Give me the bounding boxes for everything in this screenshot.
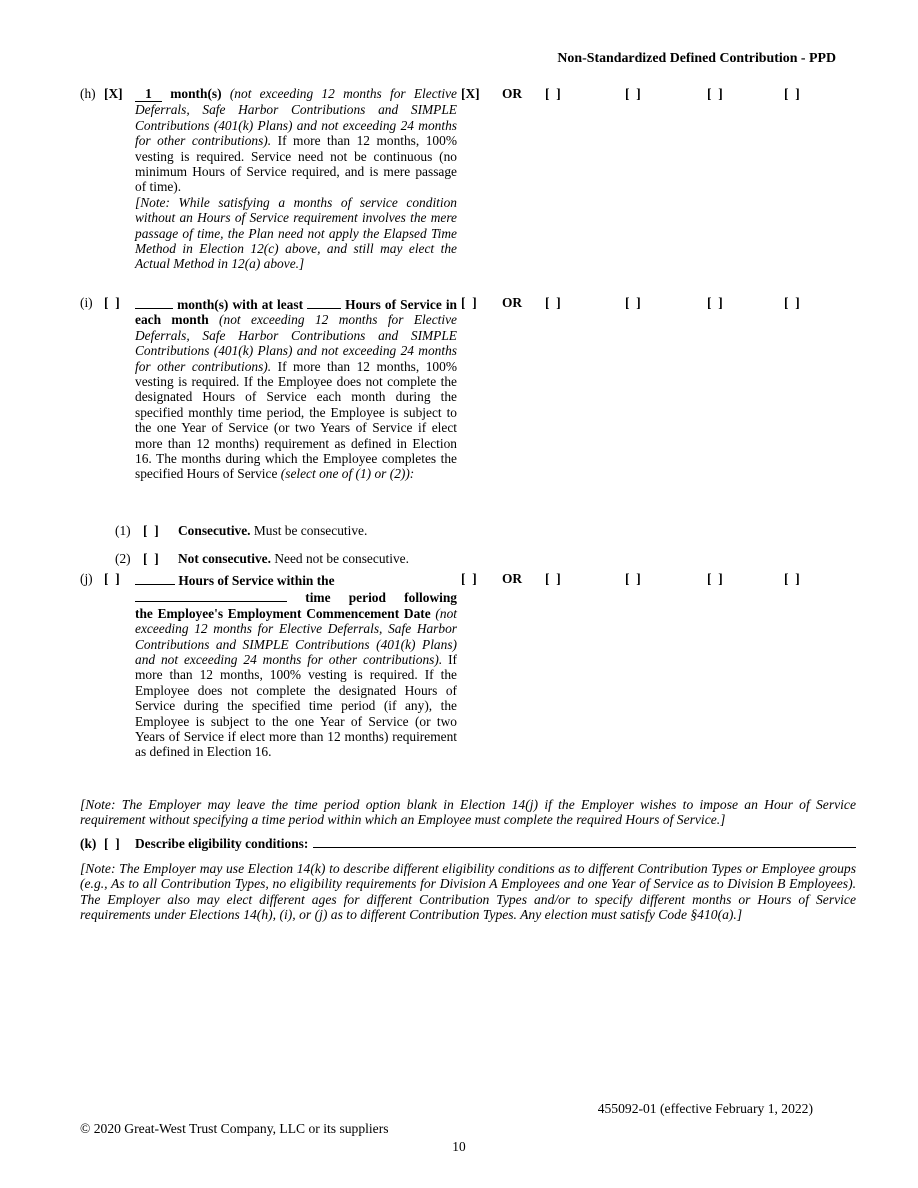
item-h-bold-lead: month(s) [170,86,222,101]
or-label: OR [502,86,523,101]
months-blank-field-h[interactable]: 1 [135,86,162,102]
item-letter-h: (h) [80,86,96,101]
contribution-type-checkbox-2-i[interactable]: [ ] [625,295,641,310]
eligibility-conditions-blank-field[interactable] [313,835,856,848]
item-j-italic-limit: (not exceeding 12 months for Elective Deferrals, Safe Harbor Contributions and SIMPLE Contributions (401(k) Plans) and not exceeding 24 months for other contributions). [135,605,457,668]
option-text [178,523,367,538]
item-j-bold-1: Hours of Service within the [178,573,335,588]
election-row-k [80,835,856,851]
or-label: OR [502,571,523,586]
contribution-type-checkbox-3-i[interactable]: [ ] [707,295,723,310]
page-header-title: Non-Standardized Defined Contribution - PPD [557,51,836,66]
item-i-bold-1: month(s) with at least [177,297,304,312]
item-j-bold-3: the Employee's Employment Commencement Date [135,605,431,621]
contribution-type-checkbox-4-i[interactable]: [ ] [784,295,800,310]
contribution-type-checkbox-3-j[interactable]: [ ] [707,571,723,586]
item-h-italic-limit: (not exceeding 12 months for Elective Deferrals, Safe Harbor Contributions and SIMPLE Contributions (401(k) Plans) and not exceeding 24 months for other contributions). [135,86,457,149]
item-j-bold-2: time period following [305,590,457,606]
option-plain: Need not be consecutive. [274,551,409,566]
item-checkbox-j[interactable]: [ ] [104,571,120,586]
item-i-italic-limit: (not exceeding 12 months for Elective Deferrals, Safe Harbor Contributions and SIMPLE Contributions (401(k) Plans) and not exceeding 24 months for other contributions). [135,312,457,374]
selector-checkbox-j[interactable]: [ ] [461,571,477,586]
hours-blank-field-i[interactable] [307,295,341,309]
item-text-j [135,571,457,760]
item-checkbox-i[interactable]: [ ] [104,295,120,310]
item-text-h [135,86,457,272]
item-letter-k: (k) [80,836,97,851]
copyright-notice: © 2020 Great-West Trust Company, LLC or its suppliers [80,1121,389,1136]
item-k-bold-text: Describe eligibility conditions: [135,836,309,851]
option-bold: Consecutive. [178,523,251,538]
page-number: 10 [452,1139,466,1154]
option-label: (2) [115,551,131,566]
selector-checkbox-h[interactable]: [X] [461,86,480,101]
contribution-type-checkbox-4-j[interactable]: [ ] [784,571,800,586]
item-h-plain-text: If more than 12 months, 100% vesting is required. Service need not be continuous (no minimum Hours of Service required, and is mere passage of time). [135,133,457,195]
item-i-plain-text: If more than 12 months, 100% vesting is required. If the Employee does not complete the designated Hours of Service each month during the specified monthly time period, the Employee is subject to the one Year of Service (or two Years of Service if elect more than 12 months) requirement as defined in Election 16. The months during which the Employee completes the specified Hours of Service [135,358,457,482]
item-text-i [135,295,457,482]
contribution-type-checkbox-2-j[interactable]: [ ] [625,571,641,586]
document-number: 455092-01 (effective February 1, 2022) [597,1101,813,1116]
months-blank-field-i[interactable] [135,295,173,309]
note-time-period: [Note: The Employer may leave the time period option blank in Election 14(j) if the Employer wishes to impose an Hour of Service requirement without specifying a time period within which an Employee must complete the required Hours of Service.] [80,797,856,828]
contribution-type-checkbox-3-h[interactable]: [ ] [707,86,723,101]
item-i-italic-tail: (select one of (1) or (2)): [280,466,415,482]
contribution-type-checkbox-2-h[interactable]: [ ] [625,86,641,101]
option-checkbox-not-consecutive[interactable]: [ ] [143,551,159,566]
selector-checkbox-i[interactable]: [ ] [461,295,477,310]
contribution-type-checkbox-1-i[interactable]: [ ] [545,295,561,310]
or-label: OR [502,295,523,310]
item-letter-j: (j) [80,571,93,586]
item-checkbox-h[interactable]: [X] [104,86,123,101]
option-plain: Must be consecutive. [253,523,368,538]
item-j-plain-text: If more than 12 months, 100% vesting is required. If the Employee does not complete the designated Hours of Service during the specified time period (if any), the Employee is subject to the one Year of Service (or two Years of Service if elect more than 12 months) requirement as defined in Election 16. [135,652,457,760]
note-eligibility-conditions: [Note: The Employer may use Election 14(k) to describe different eligibility conditions as to different Contribution Types or Employee groups (e.g., As to all Contribution Types, no eligibility requirements for Division A Employees and one Year of Service as to Division B Employees). The Employer also may elect different ages for different Contribution Types and/or to specify different months or Hours of Service requirements under Elections 14(h), (i), or (j) as to different Contribution Types. Any election must satisfy Code §410(a).] [80,861,856,923]
contribution-type-checkbox-1-h[interactable]: [ ] [545,86,561,101]
item-h-note: [Note: While satisfying a months of service condition without an Hours of Service requirement involves the mere passage of time, the Plan need not apply the Elapsed Time Method in Election 12(c) above, and still may elect the Actual Method in 12(a) above.] [135,194,457,272]
item-letter-i: (i) [80,295,93,310]
item-i-bold-2: Hours of Service in each month [135,297,458,328]
hours-blank-field-j[interactable] [135,571,175,585]
option-label: (1) [115,523,131,538]
contribution-type-checkbox-4-h[interactable]: [ ] [784,86,800,101]
option-bold: Not consecutive. [178,551,271,566]
option-checkbox-consecutive[interactable]: [ ] [143,523,159,538]
time-period-blank-field-j[interactable] [135,588,287,602]
item-checkbox-k[interactable]: [ ] [104,836,120,851]
contribution-type-checkbox-1-j[interactable]: [ ] [545,571,561,586]
option-text [178,551,409,566]
